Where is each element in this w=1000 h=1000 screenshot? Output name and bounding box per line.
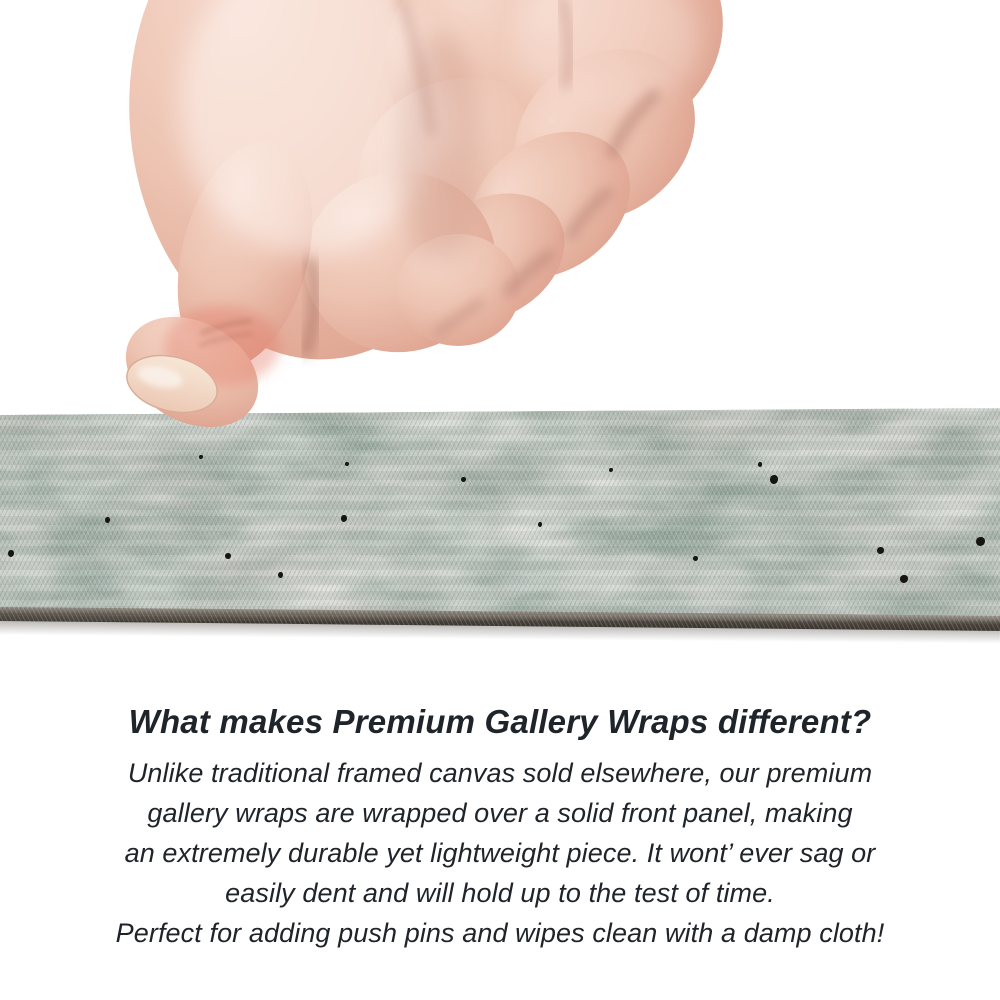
body-line: Perfect for adding push pins and wipes clean with a damp cloth! — [115, 918, 885, 948]
body-line: gallery wraps are wrapped over a solid front panel, making — [147, 798, 853, 828]
hand-photo — [110, 0, 725, 432]
body-line: easily dent and will hold up to the test of time. — [225, 878, 775, 908]
marketing-copy — [0, 700, 1000, 953]
canvas-weave-overlay — [0, 405, 1000, 643]
body-line: Unlike traditional framed canvas sold elsewhere, our premium — [127, 758, 873, 788]
headline: What makes Premium Gallery Wraps different? — [128, 703, 872, 740]
canvas-edge-photo — [0, 405, 1000, 643]
body-text — [0, 753, 1000, 953]
body-line: an extremely durable yet lightweight piece. It wont’ ever sag or — [124, 838, 876, 868]
